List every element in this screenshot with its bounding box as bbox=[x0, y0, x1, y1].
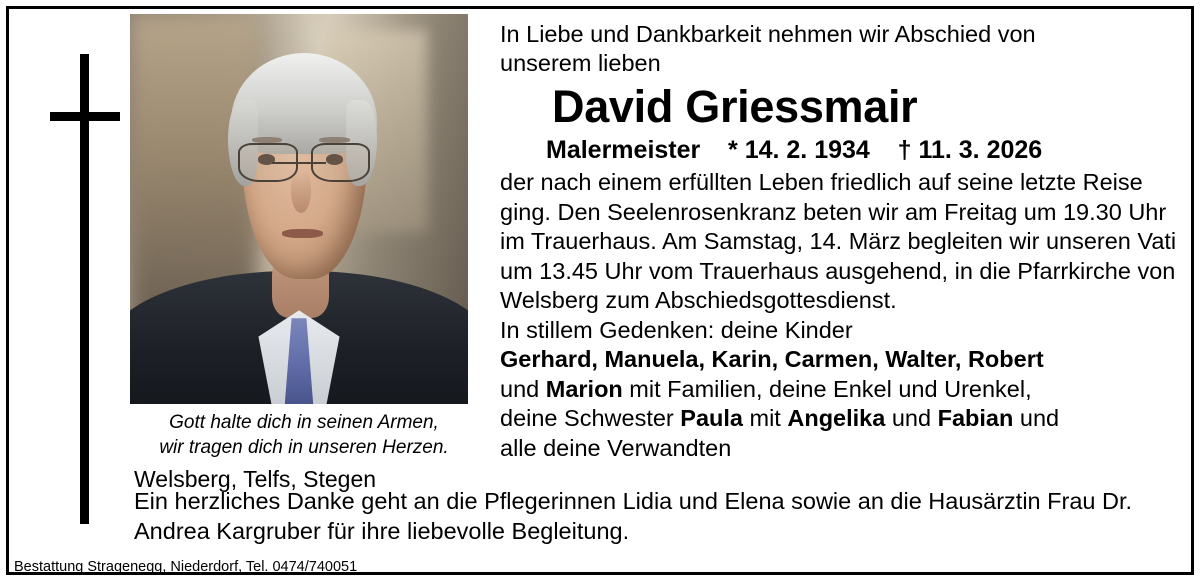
family-line-3-part-e: und bbox=[885, 405, 938, 431]
family-line-2-part-a: und bbox=[500, 375, 546, 402]
service-details-text: der nach einem erfüllten Leben friedlich auf seine letzte Reise ging. Den Seelenrosenkranz beten wir am Freitag um 19.30 Uhr im Trauerhaus. Am Samstag, 14. März begleiten wir unseren Vati um 13.45 Uhr vom Trauerhaus ausgehend, in die Pfarrkirche von Welsberg zum Abschiedsgottesdienst. bbox=[500, 169, 1177, 313]
family-block bbox=[500, 316, 1178, 464]
intro-line-2: unserem lieben bbox=[500, 50, 661, 76]
deceased-name: David Griessmair bbox=[552, 81, 918, 132]
family-line-2 bbox=[500, 375, 1178, 405]
family-line-3-part-a: deine Schwester bbox=[500, 405, 681, 431]
right-column bbox=[500, 20, 1178, 463]
photo-caption-line-1: Gott halte dich in seinen Armen, bbox=[169, 412, 439, 433]
remembrance-intro: In stillem Gedenken: deine Kinder bbox=[500, 316, 853, 343]
thanks-text: Ein herzliches Danke geht an die Pflegerinnen Lidia und Elena sowie an die Hausärztin Frau Dr. Andrea Kargruber für ihre liebevolle Begleitung. bbox=[134, 488, 1133, 544]
portrait-nose bbox=[291, 170, 311, 213]
cross-horizontal-bar bbox=[50, 112, 120, 121]
family-line-3-part-c: mit bbox=[742, 405, 788, 431]
glasses-bridge bbox=[272, 162, 326, 164]
family-line-4: alle deine Verwandten bbox=[500, 434, 732, 461]
portrait-mouth bbox=[282, 229, 323, 238]
family-line-3-part-g: und bbox=[1013, 405, 1060, 431]
cross-icon bbox=[42, 54, 128, 524]
cross-vertical-bar bbox=[80, 54, 89, 524]
family-member-paula: Paula bbox=[680, 405, 743, 431]
left-column bbox=[22, 14, 482, 559]
family-line-2-part-c: mit Familien, deine Enkel und Urenkel, bbox=[622, 375, 1032, 402]
portrait-photo bbox=[130, 14, 468, 404]
family-member-fabian: Fabian bbox=[937, 405, 1014, 431]
family-member-marion: Marion bbox=[545, 375, 623, 402]
funeral-home-footer: Bestattung Stragenegg, Niederdorf, Tel. 0474/740051 bbox=[14, 559, 358, 575]
intro-text bbox=[500, 20, 1178, 78]
intro-line-1: In Liebe und Dankbarkeit nehmen wir Abschied von bbox=[500, 21, 1036, 47]
family-line-3 bbox=[500, 404, 1178, 434]
photo-caption bbox=[130, 410, 478, 460]
children-names: Gerhard, Manuela, Karin, Carmen, Walter, Robert bbox=[500, 346, 1044, 372]
portrait-image bbox=[130, 14, 468, 404]
places-line: Welsberg, Telfs, Stegen bbox=[134, 466, 377, 492]
profession-and-dates: Malermeister * 14. 2. 1934 † 11. 3. 2026 bbox=[546, 136, 1043, 164]
family-member-angelika: Angelika bbox=[787, 405, 886, 431]
photo-caption-line-2: wir tragen dich in unseren Herzen. bbox=[159, 437, 449, 458]
